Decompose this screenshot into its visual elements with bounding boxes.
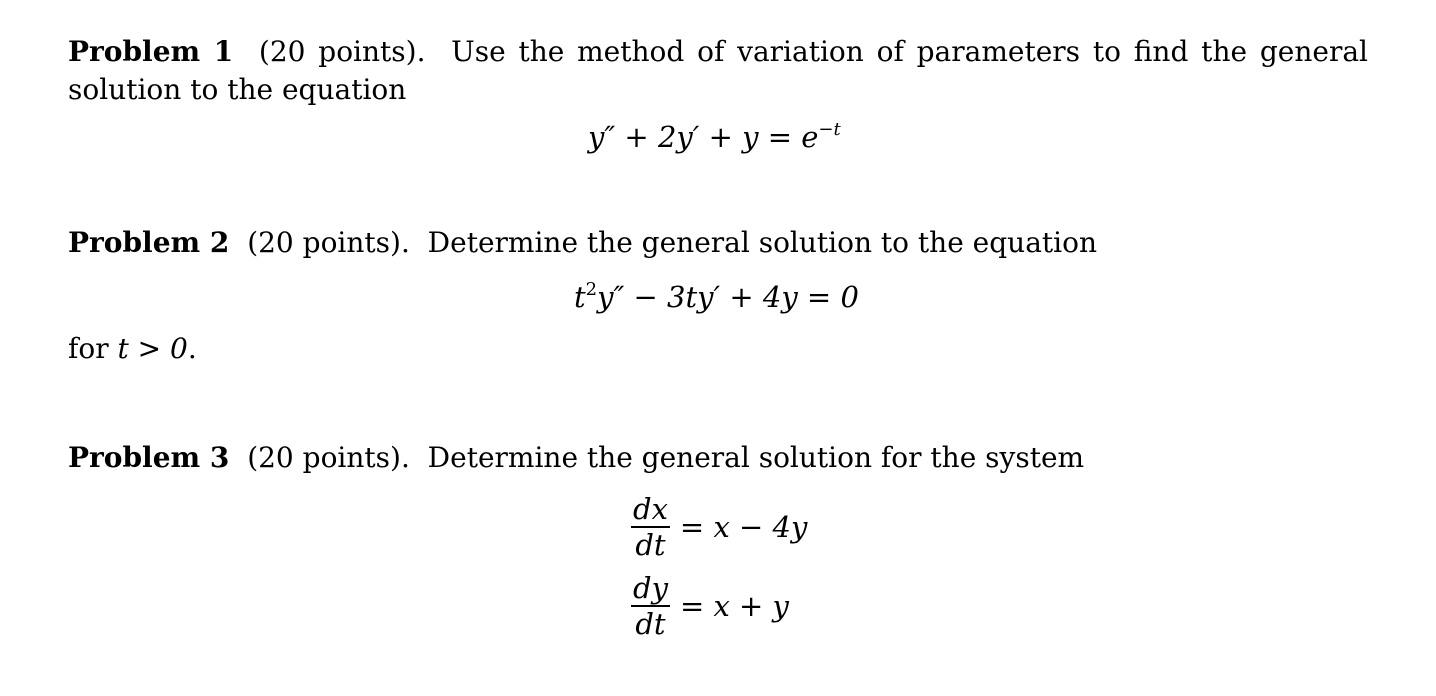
problem-2-points: (20 points). — [247, 226, 410, 259]
system-equation-1 — [631, 492, 807, 562]
problem-2-equation: $t^2y'' - 3ty' + 4y = 0$ — [574, 279, 859, 314]
problem-3 — [68, 439, 1368, 477]
derivative-fraction: $\frac{dy}{dt}$ — [633, 571, 668, 641]
problem-3-heading: Problem 3 — [68, 441, 230, 474]
system-equation-2 — [631, 571, 789, 641]
problem-1-text: Use the method of variation of parameters to find the general solution to the equation — [68, 35, 1368, 106]
problem-1-equation: $y'' + 2y' + y = e^{-t}$ — [588, 119, 841, 154]
problem-1-points: (20 points). — [258, 35, 426, 68]
problem-3-points: (20 points). — [247, 441, 410, 474]
system-equation-2-rhs: = x + y — [679, 589, 789, 623]
problem-2-text: Determine the general solution to the equation — [427, 226, 1097, 259]
problem-3-text: Determine the general solution for the system — [427, 441, 1085, 474]
system-equation-1-rhs: = x − 4y — [679, 510, 808, 544]
problem-1-heading: Problem 1 — [68, 35, 234, 68]
problem-1 — [68, 33, 1368, 109]
problem-2-heading: Problem 2 — [68, 226, 230, 259]
problem-2 — [68, 224, 1368, 262]
problem-2-condition: for t > 0. — [68, 332, 197, 365]
derivative-fraction: $\frac{dx}{dt}$ — [633, 492, 668, 562]
